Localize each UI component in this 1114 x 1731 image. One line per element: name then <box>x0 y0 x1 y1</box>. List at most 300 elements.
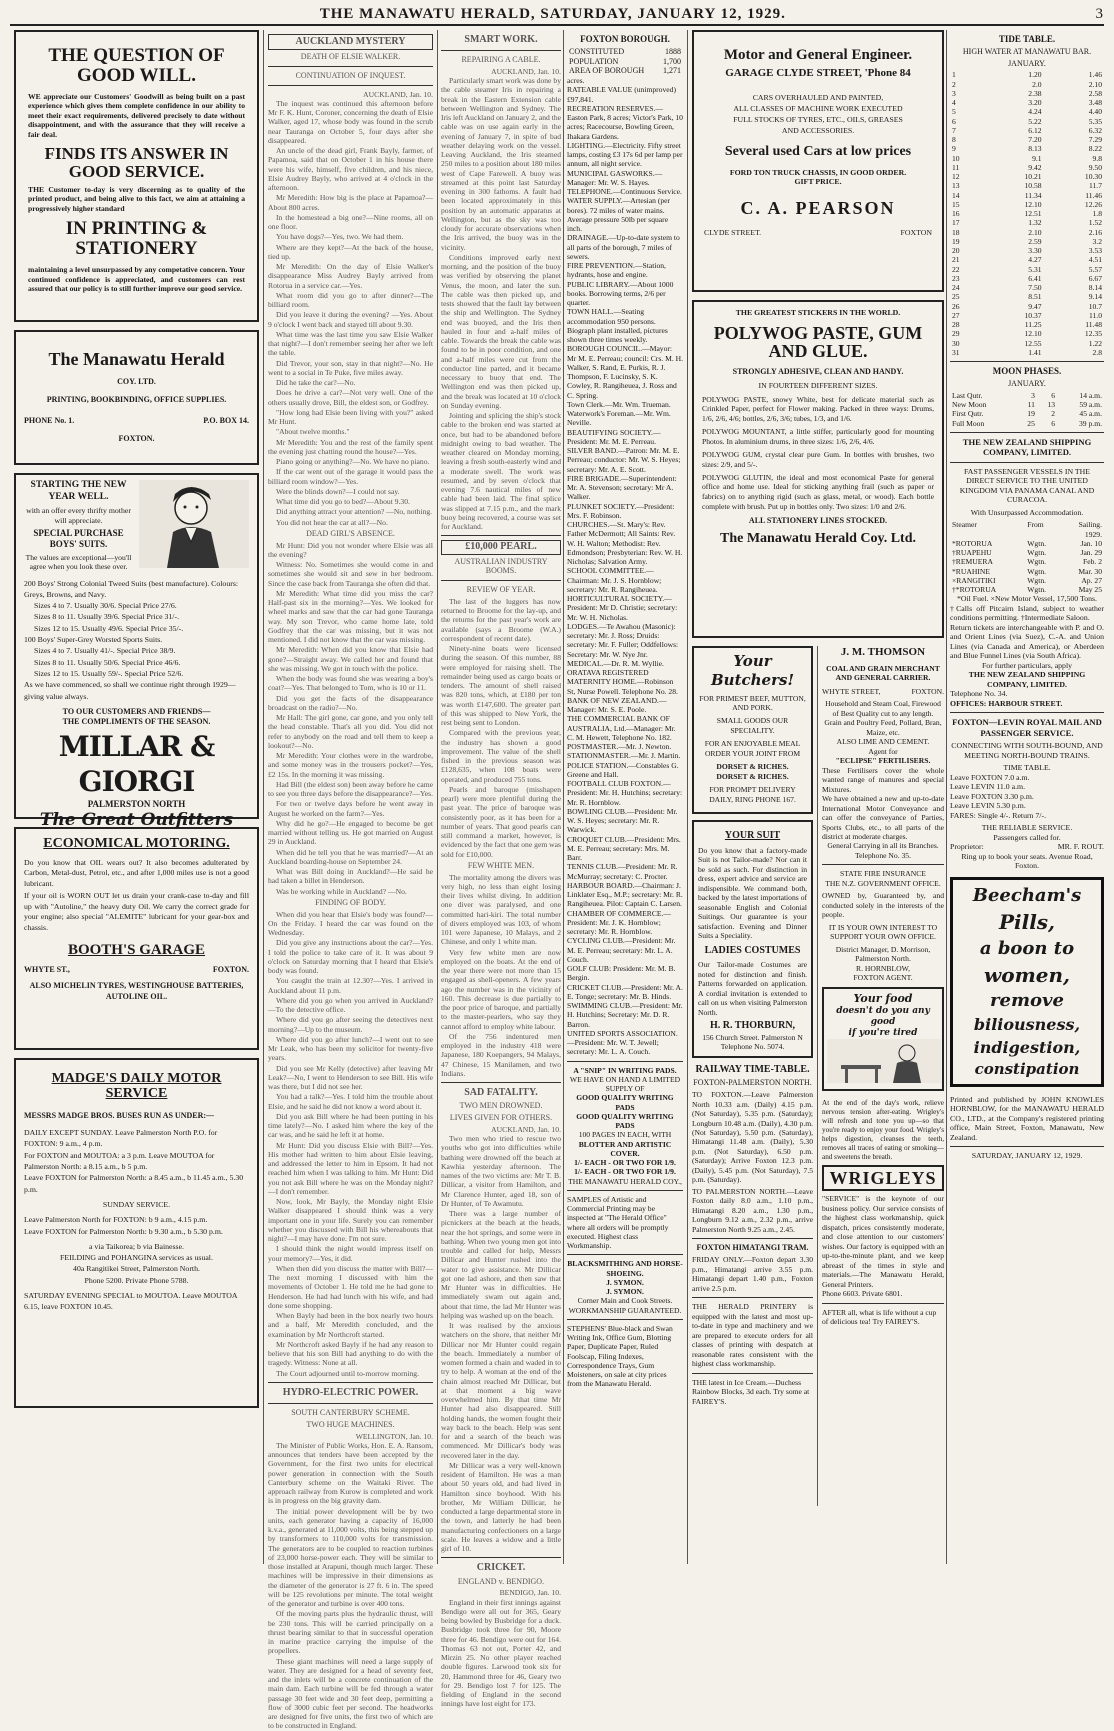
table-cell: 5.57 <box>1088 264 1102 274</box>
footer-date: SATURDAY, JANUARY 12, 1929. <box>971 1151 1083 1161</box>
table-cell: 1.8 <box>1092 209 1102 219</box>
column-rule <box>437 30 438 1564</box>
ad-line: SMALL GOODS OUR SPECIALITY. <box>716 716 789 735</box>
column-4-left <box>692 646 813 1506</box>
article-subheading: REVIEW OF YEAR. <box>466 585 536 595</box>
ship-text: Return tickets are interchangeable with P. and O. and Orient Lines (via Suez), C.-A. and Union Lines (via Canada and America), or Aberdeen and Blue Funnel Lines (via South Africa). <box>950 622 1104 661</box>
table-row <box>950 107 1104 116</box>
ad-subheading: MESSRS MADGE BROS. BUSES RUN AS UNDER:— <box>24 1111 215 1121</box>
garage-name: BOOTH'S GARAGE <box>67 942 206 959</box>
company-name: The Manawatu Herald <box>48 349 225 369</box>
ad-line: IN FOURTEEN DIFFERENT SIZES. <box>758 381 878 391</box>
table-cell: 12 <box>952 172 960 182</box>
ad-line: J. SYMON. <box>606 1287 644 1297</box>
ad-line: DORSET & RICHES. <box>716 771 789 781</box>
ship-note: *Oil Fuel. ×New Motor Vessel, 17,500 Tons. <box>956 594 1097 604</box>
table-cell: May 25 <box>1078 585 1102 595</box>
paragraph: Mr Meredith: On the day of Elsie Walker's disappearance Miss Audrey Bayly arrived from Rotorua in a service car.—Yes. <box>268 262 433 290</box>
ad-line: 100 PAGES IN EACH, WITH <box>578 1130 672 1140</box>
table-cell: 12.55 <box>1024 338 1042 348</box>
borough-line: PUBLIC LIBRARY.—About 1000 books. Borrowing terms, 2/6 per quarter. <box>567 279 674 308</box>
table-row <box>950 292 1104 301</box>
imprint: Printed and published by JOHN KNOWLES HORNBLOW, for the MANAWATU HERALD CO., LTD., at the Company's registered printing office, Main Street, Foxton, Manawatu, New Zealand. <box>950 1094 1104 1142</box>
ad-heading: MADGE'S DAILY MOTOR SERVICE <box>51 1071 222 1101</box>
article-heading: AUCKLAND MYSTERY <box>268 34 433 50</box>
paragraph: Conditions improved early next morning, and the position of the buoy was verified by observing the planet Venus, the moon, and later the sun. The cable was then picked up, and tests showed that the fault lay between the ship and Wellington. The Sydney end was buoyed, and the Iris then hauled in four and a-half miles of cable. Towards the break the cable was found to be in poor condition, and one and a-half miles were cut from the conductor line parted, and it became necessary to buoy that end. The Wellington end was then picked up, and the break was located at 10 o'clock on Sunday evening. <box>441 252 561 410</box>
table-cell: 13 <box>952 181 960 191</box>
table-cell: 7.20 <box>1028 135 1042 145</box>
levin-line: Leave FOXTON 7.0 a.m. <box>950 772 1030 782</box>
paragraph: Mr Meredith: Your clothes were in the wardrobe, and some money was in the trousers pocket?—Yes, £2 15s. In the morning it was missing. <box>268 751 433 779</box>
table-cell: 10.7 <box>1088 301 1102 311</box>
table-row <box>950 548 1104 557</box>
table-row <box>950 567 1104 576</box>
table-cell: 31 <box>952 347 960 357</box>
table-cell: 9.14 <box>1088 292 1102 302</box>
table-cell: 5.31 <box>1028 264 1042 274</box>
tide-month: JANUARY. <box>1008 58 1046 68</box>
cell: AREA OF BOROUGH <box>569 66 645 76</box>
ad-town: FOXTON. <box>911 686 944 696</box>
company-name: The Manawatu Herald Coy. Ltd. <box>719 530 916 546</box>
table-cell <box>1025 530 1061 539</box>
paragraph: When the body was found she was wearing a boy's coat?—Yes. That belonged to Tom, who is 10 or 11. <box>268 674 433 693</box>
table-cell: 8.51 <box>1028 292 1042 302</box>
borough-line: THE COMMERCIAL BANK OF AUSTRALIA, Ltd.—Manager: Mr. C. M. Hewett, Telephone No. 182. <box>567 714 676 742</box>
paragraph: Witness: No. Sometimes she would come in and sometimes she would sit and sew in her bedroom. Since the case back from Tauranga she often did that. <box>268 560 433 588</box>
table-cell: 11 <box>1027 400 1035 410</box>
borough-line: GOLF CLUB: President: Mr. M. B. Bergin. <box>567 964 676 983</box>
table-cell: 1.46 <box>1088 70 1102 80</box>
table-cell: 1.41 <box>1028 347 1042 357</box>
suit-line: Sizes 4 to 7. Usually 41/-. Special Price 38/9. <box>34 646 176 656</box>
table-cell: 28 <box>952 320 960 330</box>
paragraph: These giant machines will need a large supply of water. They are designed for a head of seventy feet, and the inlets will be a concrete continuation of the main dam. Each turbine will be fed through a water passage 30 feet wide and 30 feet deep, permitting a flow of 3000 cubic feet per second. The headworks are designed for five units, the first two of which are to be constructed in England. <box>268 1656 433 1731</box>
service-line: Phone 5200. Private Phone 5788. <box>84 1275 189 1285</box>
article-subheading: TWO MEN DROWNED. <box>459 1101 543 1111</box>
borough-line: BANK OF NEW ZEALAND.—Manager: Mr. S. E. Poole. <box>567 695 667 715</box>
paragraph: Mr Meredith: You and the rest of the family spent the evening just chatting round the house?—Yes. <box>268 437 433 456</box>
table-cell: 39 p.m. <box>1079 418 1102 428</box>
paragraph: The Minister of Public Works, Hon. E. A. Ransom, announces that tenders have been accepted by the Government, for the first two units for electrical power generation in connection with the South Canterbury scheme on the Waitaki River. The approach railway from Kurow is completed and work is in progress on the big gravity dam. <box>268 1440 433 1506</box>
ad-text: These Fertilisers cover the whole wanted range of manures and special Mixtures. <box>822 765 944 794</box>
table-cell: 9 <box>952 144 956 154</box>
ad-heading: J. M. THOMSON <box>840 646 926 658</box>
borough-line: HARBOUR BOARD.—Chairman: J. Linklater Esq., M.P.; secretary: Mr. R. Rangiheuea. Pilot: Captain C. Larsen. <box>567 880 683 909</box>
table-cell: Wgtn. <box>1027 548 1047 558</box>
ad-text: THE Customer to-day is very discerning as to quality of the printed product, and being alive to this fact, we aim at attaining a progressively higher standard <box>28 184 245 213</box>
table-cell: 5 <box>952 107 956 117</box>
wrigleys-text: At the end of the day's work, relieve nervous tension after-eating. Wrigley's will refresh and tone you up—so that you're ready to enjoy your food. Wrigley's helps digestion, cleanses the teeth, removes all traces of eating or smoking—and sweetens the breath. <box>822 1098 944 1161</box>
table-cell: 5.35 <box>1088 116 1102 126</box>
fire-insurance-ad <box>822 869 944 982</box>
paragraph: Did you get the facts of the disappearance broadcast on the radio?—No. <box>268 693 433 712</box>
ad-line: Grain and Poultry Feed, Pollard, Bran, Maize, etc. <box>824 718 942 737</box>
table-row <box>950 348 1104 357</box>
table-cell: †RUAPEHU <box>952 548 992 558</box>
paragraph: Were the blinds down?—I could not say. <box>276 486 400 496</box>
borough-line: BEAUTIFYING SOCIETY.—President: Mr. M. E. Perreau. <box>567 427 661 446</box>
table-row <box>950 70 1104 79</box>
borough-line: BOROUGH COUNCIL.—Mayor: Mr M. E. Perreau; council: Crs. M. H. Walker, S. Rand, E. Purkis, R. J. Thompson, F. Lucinsky, S. K. Cowley, R. Rangiheuea, J. Ross and C. Spring. <box>567 344 683 400</box>
table-row <box>950 274 1104 283</box>
ad-heading: Your food <box>853 991 913 1005</box>
table-cell: 4.51 <box>1088 255 1102 265</box>
borough-line: RECREATION RESERVES.—Easton Park, 8 acres; Victor's Park, 10 acres; Racecourse, Bowling Green, Ihakara Gardens. <box>567 103 683 141</box>
ad-heading: GARAGE CLYDE STREET, 'Phone 84 <box>725 66 911 79</box>
pearson-garage-ad <box>692 30 944 292</box>
table-cell: 14 <box>952 190 960 200</box>
table-cell: From <box>1027 520 1044 530</box>
borough-line: SWIMMING CLUB.—President: Mr. H. Hutchins; Secretary: Mr. D. R. Barron. <box>567 1001 683 1029</box>
article-heading: £10,000 PEARL. <box>441 540 561 554</box>
table-cell: 22 <box>952 264 960 274</box>
table-cell: †*ROTORUA <box>952 585 997 595</box>
service-line: For FOXTON and MOUTOA: a 3 p.m. Leave MOUTOA for Palmerston North: a 8.15 a.m., b 5 p.m. <box>24 1150 215 1172</box>
dateline: WELLINGTON, Jan. 10. <box>355 1431 433 1441</box>
table-cell: 6.32 <box>1088 125 1102 135</box>
table-cell: 2.59 <box>1028 236 1042 246</box>
ad-text: maintaining a level unsurpassed by any competative concern. Your continued confidence is appreciated, and customers can rest assured that our policy is to still further improve our good service. <box>28 265 245 294</box>
ad-line: FOXTON AGENT. <box>853 973 913 983</box>
ad-line: AND ACCESSORIES. <box>781 126 855 136</box>
column-rule <box>687 30 688 1564</box>
service-line: Leave Palmerston North for FOXTON: b 9 a.m., 4.15 p.m. <box>24 1215 208 1225</box>
paragraph: Jointing and splicing the ship's stock cable to the broken end was started at once, but had to be abandoned before midnight owing to bad weather. The weather cleared on Monday morning, leaving a fresh south-easterly wind and a moderate swell. The work was resumed, and by seven o'clock that evening 7.6 nautical miles of new cable had been laid. The final splice was slipped at 7.15 p.m., and the mark buoy being recovered, a course was set for Auckland. <box>441 411 561 532</box>
cell: 1,700 <box>663 56 681 66</box>
ad-text: POLYWOG GUM, crystal clear pure Gum. In bottles with brushes, two sizes: 2/9, and 5/-. <box>702 449 934 469</box>
table-cell: First Qutr. <box>952 409 984 419</box>
table-cell: 2.16 <box>1088 227 1102 237</box>
millar-logo <box>24 730 249 830</box>
paragraph: The last of the luggers has now returned to Broome for the lay-up, and the returns for the past year's work are available (says a Broome (W.A.) correspondent of recent date). <box>441 596 561 643</box>
garage-also: ALSO MICHELIN TYRES, WESTINGHOUSE BATTERIES, AUTOLINE OIL. <box>29 980 244 1001</box>
paragraph: Where are they kept?—At the back of the house, tied up. <box>268 242 433 261</box>
company-name: H. R. THORBURN, <box>709 1020 796 1032</box>
table-cell: 8.22 <box>1088 144 1102 154</box>
paragraph: Mr Hunt: Did you not wonder where Elsie was all the evening? <box>268 540 433 559</box>
levin-text: MR. F. ROUT. <box>1057 842 1104 852</box>
paragraph: England in their first innings against Bendigo were all out for 365, Geary being bowled by Busbridge for a duck. Busbridge took three for 90, Moore three for 46. Bendigo were out for 164. Thomas 63 not out, Porter 42, and Mirzin 25. No other player reached double figures. Larwood took six for 20, Hammond three for 46, Geary two for 29. Bendigo lost 7 for 125. The fielding of England in the second innings have lost eight for 173. <box>441 1597 561 1709</box>
table-cell: 4.40 <box>1088 107 1102 117</box>
paragraph: When did you hear that Elsie's body was found?—On the Friday. I heard the car was found on the Wednesday. <box>268 909 433 938</box>
cell: CONSTITUTED <box>569 46 625 56</box>
table-row <box>950 283 1104 292</box>
borough-line: CYCLING CLUB.—President: Mr. M. E. Perreau; secretary: Mr. L. A. Couch. <box>567 936 676 964</box>
table-cell: 11 <box>952 162 960 172</box>
paragraph: There was a large number of picnickers at the beach at the heads, near the hot springs, and some were in bathing. When two young men got into trouble and called for help, Messrs Dillicar and Hunter rushed into the water to give assistance. Mr Dillicar got one lad ashore, and then saw that Mr Hunter was in difficulties. He immediately swam out again and, about that time, the lad Mr Hunter was helping was washed up on the beach. <box>441 1209 561 1320</box>
suit-line: Sizes 8 to 11. Usually 50/6. Special Price 46/6. <box>34 657 181 667</box>
railway-subheading: FOXTON-PALMERSTON NORTH. <box>693 1078 812 1088</box>
table-cell: Feb. 2 <box>1083 557 1102 567</box>
ad-street: WHYTE STREET, <box>822 686 881 696</box>
article-subheading: ENGLAND v. BENDIGO. <box>457 1576 545 1586</box>
ad-line: "ECLIPSE" FERTILISERS. <box>835 756 931 766</box>
paragraph: Did Trevor, your son, stay in that night?—No. He went to a social in Te Puke, five miles away. <box>268 358 433 377</box>
levin-heading: FOXTON—LEVIN ROYAL MAIL AND PASSENGER SERVICE. <box>952 717 1102 738</box>
table-row <box>567 47 683 57</box>
table-cell: 6 <box>1051 418 1056 428</box>
table-cell: 6 <box>952 116 956 126</box>
table-row <box>950 576 1104 585</box>
tide-heading: TIDE TABLE. <box>998 34 1056 44</box>
garage-street: WHYTE ST., <box>24 965 70 975</box>
herald-company-ad <box>14 330 259 465</box>
ship-table <box>950 520 1104 594</box>
article-subheading: SOUTH CANTERBURY SCHEME. <box>291 1408 410 1418</box>
beechams-line: a boon to <box>979 937 1075 959</box>
borough-line: CROQUET CLUB.—President: Mrs. M. E. Perreau; secretary: Mrs. M. Barr. <box>567 834 681 863</box>
table-row <box>950 98 1104 107</box>
ad-heading: THE QUESTION OF GOOD WILL. <box>48 45 225 86</box>
column-3-left <box>441 30 561 1709</box>
borough-line: ORATAVA REGISTERED MATERNITY HOME.—Robinson St, Nurse Powell. Telephone No. 28. <box>567 668 678 696</box>
table-cell: 8.13 <box>1028 144 1042 154</box>
table-row <box>950 539 1104 548</box>
table-cell: Ap. 27 <box>1081 575 1102 585</box>
table-cell: 9.1 <box>1032 153 1042 163</box>
madge-motor-ad <box>14 1058 259 1408</box>
ad-text: The values are exceptional—you'll agree when you look these over. <box>25 553 132 572</box>
stephens-ad: STEPHENS' Blue-black and Swan Writing Ink, Office Gum, Blotting Paper, Duplicate Paper, Ruled Foolscap, Filing Indexes, Correspondence Trays, Gum Moisteners, on sale at city prices from the Manawatu Herald. <box>567 1323 673 1389</box>
table-cell: 19 <box>952 236 960 246</box>
table-cell: 11.7 <box>1088 181 1102 191</box>
ad-text: Do you know that a factory-made Suit is not Tailor-made? Nor can it be sold as such. For distinction in dress, expert advice and service are indispensible. We command both, backed by the latest importations of seasonable English and Colonial Suitings. Our guarantee is your satisfaction. Evening and Dinner Suits a Speciality. <box>698 845 808 941</box>
table-cell: 30 <box>952 338 960 348</box>
ad-heading: Several used Cars at low prices <box>724 143 912 159</box>
railway-subheading: FOXTON HIMATANGI TRAM. <box>696 1243 809 1253</box>
borough-line: Town Clerk.—Mr. Wm. Trueman. <box>567 399 671 409</box>
beechams-line: biliousness, <box>973 1015 1081 1035</box>
table-cell: 3.2 <box>1092 236 1102 246</box>
ad-line: FOR PRIMEST BEEF, MUTTON, AND PORK. <box>699 693 806 712</box>
paragraph: Did anything attract your attention? —No, nothing. <box>276 507 433 517</box>
paragraph: An uncle of the dead girl, Frank Bayly, farmer, of Papamoa, said that on October 1 in his house there were his wife, himself, five children, and his niece, Elsie Audrey Bayly, who arrived at 4 o'clock in the afternoon. <box>268 146 433 193</box>
table-cell: 2.0 <box>1032 79 1042 89</box>
paragraph: Mr Meredith: When did you know that Elsie had gone?—Straight away. We called her and found that she was missing. We got in touch with the police. <box>268 645 433 673</box>
table-cell: 1929. <box>1084 529 1102 539</box>
borough-heading: FOXTON BOROUGH. <box>580 34 670 44</box>
article-subheading: LIVES GIVEN FOR OTHERS. <box>449 1113 553 1123</box>
table-cell: 2.58 <box>1088 88 1102 98</box>
table-row <box>567 66 683 76</box>
paragraph: Mr Meredith: How big is the place at Papamoa?—About 800 acres. <box>268 193 433 212</box>
table-cell: Wgtn. <box>1027 538 1047 548</box>
ad-heading: LADIES COSTUMES <box>704 944 801 956</box>
table-cell: 11.25 <box>1024 320 1042 330</box>
ad-heading: YOUR SUIT <box>724 830 781 842</box>
table-cell: New Moon <box>952 400 987 410</box>
polywog-ad <box>692 300 944 638</box>
table-cell: 16 <box>952 209 960 219</box>
table-cell: 10.37 <box>1024 310 1042 320</box>
table-cell: 7.50 <box>1028 283 1042 293</box>
ad-line: BLOTTER AND ARTISTIC COVER. <box>578 1139 672 1158</box>
paragraph: "About twelve months." <box>276 427 350 437</box>
service-line: 40a Rangitikei Street, Palmerston North. <box>73 1264 200 1274</box>
paragraph: Did you ask Bill where he had been putting in his time lately?—No. I asked him where the key of the car was, and he said he left it at home. <box>268 1111 433 1140</box>
table-cell: 8.14 <box>1088 283 1102 293</box>
ship-text: †Calls off Pitcairn Island, subject to weather conditions permitting. †Intermediate Saloon. <box>950 603 1104 623</box>
ad-text: POLYWOG GLUTIN, the ideal and most economical Paste for general office and home use. Ideal for sticking anything frail (such as paper or fabrics) on to anything rigid (such as glass, metal, or wood). Each bottle complete with brush. Put up in bottles only. Two sizes: 1/0 and 2/6. <box>702 472 934 512</box>
table-cell: 1.32 <box>1028 218 1042 228</box>
ad-heading: FINDS ITS ANSWER IN GOOD SERVICE. <box>44 144 229 182</box>
paragraph: Very few white men are now employed on the boats. At the end of the year there were not more than 15 engaged as shell-openers. A few years ago the number was in the vicinity of 160. This decrease is due partially to the poor price of baroque, and partially to the master-pearlers, who say they cannot afford to employ white labour. <box>441 947 561 1031</box>
table-cell: 2 <box>952 79 956 89</box>
article-heading: SMART WORK. <box>464 34 538 45</box>
ad-line: R. HORNBLOW, <box>856 963 910 973</box>
table-cell: 2.38 <box>1028 88 1042 98</box>
ad-line: THE MANAWATU HERALD COY., <box>568 1176 682 1186</box>
table-row <box>950 126 1104 135</box>
ad-heading: IN PRINTING & STATIONERY <box>65 218 208 260</box>
millar-giorgi-ad <box>14 473 259 830</box>
dateline: BENDIGO, Jan. 10. <box>499 1588 561 1598</box>
levin-line: FARES: Single 4/-. Return 7/-. <box>950 810 1047 820</box>
table-row <box>950 154 1104 163</box>
greeting: THE COMPLIMENTS OF THE SEASON. <box>62 716 211 726</box>
paragraph: The Court adjourned until to-morrow morning. <box>276 1368 419 1378</box>
table-cell: 2.10 <box>1088 79 1102 89</box>
ad-line: GOOD QUALITY WRITING PADS <box>576 1093 674 1112</box>
ad-line: 1/- EACH - OR TWO FOR 1/9. <box>574 1158 676 1168</box>
table-row <box>950 302 1104 311</box>
service-line: FEILDING and POHANGINA services as usual. <box>60 1253 213 1263</box>
table-cell: Jan. 29 <box>1080 548 1102 558</box>
table-cell: 10.21 <box>1024 172 1042 182</box>
table-cell: Jan. 10 <box>1080 538 1102 548</box>
ad-line: 1/- EACH - OR TWO FOR 1/9. <box>574 1167 676 1177</box>
paragraph: Mr Dillicar was a very well-known resident of Hamilton. He was a man about 50 years old, and had lived in Hamilton since boyhood. With his brother, Mr William Dillicar, he conducted a large departmental store in the town, and latterly he had been manufacturing confectioners on a large scale. He leaves a widow and a little girl of 10. <box>441 1460 561 1554</box>
table-cell: †REMUERA <box>952 557 993 567</box>
table-cell: 3.20 <box>1028 98 1042 108</box>
paragraph: "How long had Elsie been living with you?" asked Mr Hunt. <box>268 407 433 427</box>
table-row <box>950 419 1104 428</box>
ad-line: THE GREATEST STICKERS IN THE WORLD. <box>735 308 901 317</box>
ad-heading: Your Butchers! <box>711 652 795 689</box>
ship-text: With Unsurpassed Accommodation. <box>970 507 1084 517</box>
ad-line: DORSET & RICHES. <box>716 762 789 772</box>
dateline: AUCKLAND, Jan. 10. <box>363 89 433 99</box>
logo-sub: PALMERSTON NORTH <box>87 798 186 809</box>
paragraph: The initial power development will be by two units, each generator having a capacity of 16,000 k.v.a., generated at 11,000 volts, this being stepped up by transformers to 110,000 volts for transmission. The generators are to be coupled to reaction turbines of 23,000 horse-power each. They will be similar to those installed at Arapuni, though much larger. These machines will be impressive in their dimensions as the diameter of the generator is 27 ft. 6 in. The speed will be 125 revolutions per minute. The total weight of the generator and turbine is over 400 tons. <box>268 1506 433 1609</box>
borough-line: STATIONMASTER.—Mr. J. Martin. <box>567 751 681 761</box>
beechams-line: Beecham's <box>972 885 1082 907</box>
table-cell: 3 <box>952 88 956 98</box>
article-subheading: AUSTRALIAN INDUSTRY BOOMS. <box>454 556 548 576</box>
dateline: AUCKLAND, Jan. 10. <box>491 1124 561 1134</box>
table-row <box>950 339 1104 348</box>
moon-table <box>950 391 1104 428</box>
table-cell: Sailing. <box>1078 520 1102 530</box>
samples-ad: SAMPLES of Artistic and Commercial Printing may be inspected at "The Herald Office" where all orders will be promptly executed. Highest class Workmanship. <box>567 1194 669 1251</box>
ad-line: FOR AN ENJOYABLE MEAL ORDER YOUR JOINT FROM <box>704 739 801 758</box>
table-row <box>950 246 1104 255</box>
table-cell: 5.22 <box>1028 116 1042 126</box>
herald-printery-ad: THE HERALD PRINTERY is equipped with the latest and most up-to-date in type and machinery and we are prepared to execute orders for all classes of printing with despatch at reasonable rates consistent with the highest class workmanship. <box>692 1302 814 1369</box>
service-heading: SUNDAY SERVICE. <box>102 1199 171 1209</box>
suit-line: Sizes 12 to 15. Usually 59/-. Special Price 52/6. <box>34 668 184 678</box>
table-cell: 1 <box>952 70 956 80</box>
table-cell: Wgtn. <box>1027 566 1047 576</box>
thomson-ad <box>822 646 944 860</box>
booths-garage-ad <box>14 827 259 1050</box>
table-cell: 17 <box>952 218 960 228</box>
borough-line: LIGHTING.—Electricity. Fifty street lamps, costing £3 17s 6d per lamp per annum, all night service. <box>567 140 683 169</box>
table-cell: Full Moon <box>952 418 985 428</box>
table-row <box>567 57 683 67</box>
phone-line: Phone 6603. Private 6801. <box>822 1289 903 1299</box>
paragraph: You had a talk?—Yes. I told him the trouble about Elsie, and he said he did not know a word about it. <box>268 1092 433 1111</box>
cell: 1,271 <box>663 66 681 76</box>
table-cell: 15 <box>952 199 960 209</box>
paragraph: Where did you go when you arrived in Auckland?—To the detective office. <box>268 995 433 1015</box>
service-line: SATURDAY EVENING SPECIAL to MOUTOA. Leave MOUTOA 6.15, leave FOXTON 10.45. <box>24 1290 238 1312</box>
dateline: AUCKLAND, Jan. 10. <box>491 66 561 76</box>
service-line: Leave FOXTON for Palmerston North: a 8.45 a.m., b 11.45 a.m., 5.30 p.m. <box>24 1173 244 1194</box>
table-cell: ×RANGITIKI <box>952 575 996 585</box>
company-services: PRINTING, BOOKBINDING, OFFICE SUPPLIES. <box>46 394 227 404</box>
table-cell: Wgtn. <box>1027 585 1047 595</box>
table-cell: 11.0 <box>1088 310 1102 320</box>
paragraph: Mr Northcroft asked Bayly if he had any reason to believe that his son Bill had anything to do with the tragedy. Witness: None at all. <box>268 1339 433 1368</box>
ad-text: WE appreciate our Customers' Goodwill as being built on a past experience which gives them complete confidence in our ability to meet their exact requirements, delivered precisely to date without disappointment, and with the assurance that they will receive a fair deal. <box>28 91 245 139</box>
thorburn-ad <box>692 820 813 1057</box>
table-cell: 12.51 <box>1024 209 1042 219</box>
table-row <box>950 163 1104 172</box>
table-row <box>950 200 1104 209</box>
logo-text: MILLAR & GIORGI <box>58 730 215 798</box>
greeting: TO OUR CUSTOMERS AND FRIENDS— <box>62 706 211 716</box>
paragraph: When did he tell you that he was married?—At an Auckland boarding-house on September 24. <box>268 847 433 866</box>
levin-text: Proprietor: <box>950 842 984 852</box>
table-cell: 2.10 <box>1028 227 1042 237</box>
wrigleys-logo: WRIGLEYS <box>822 1165 944 1192</box>
article-heading: HYDRO-ELECTRIC POWER. <box>282 1386 419 1398</box>
table-cell: 9.8 <box>1092 153 1102 163</box>
table-cell: 25 <box>1027 418 1035 428</box>
table-row <box>950 80 1104 89</box>
railway-heading: RAILWAY TIME-TABLE. <box>695 1063 810 1075</box>
levin-line: Leave LEVIN 11.0 a.m. <box>950 782 1026 792</box>
butchers-ad <box>692 646 813 814</box>
table-cell: 27 <box>952 310 960 320</box>
railway-text: FRIDAY ONLY.—Foxton depart 3.30 p.m., Himatangi arrive 3.55 p.m. Himatangi depart 1.40 p.m., Foxton arrive 2.5 p.m. <box>692 1255 814 1293</box>
tide-subheading: HIGH WATER AT MANAWATU BAR. <box>962 46 1092 56</box>
table-cell: 2 <box>1051 409 1056 419</box>
table-cell: Mar. 30 <box>1078 566 1102 576</box>
table-row <box>950 391 1104 400</box>
levin-text: Ring up to book your seats. Avenue Road, Foxton. <box>961 851 1093 871</box>
table-row <box>950 557 1104 566</box>
wrigleys-ad <box>822 987 944 1091</box>
borough-line: Waterwork's Foreman.—Mr. Wm. Neville. <box>567 409 671 428</box>
article-subheading: CONTINUATION OF INQUEST. <box>295 70 406 80</box>
paragraph: In the homestead a big one?—Nine rooms, all on one floor. <box>268 212 433 232</box>
borough-line: MUNICIPAL GASWORKS.—Manager: Mr. W. S. Hayes. <box>567 168 663 187</box>
beechams-ad <box>950 877 1104 1087</box>
paragraph: For two or twelve days before he went away in August he worked on the farm?—Yes. <box>268 799 433 818</box>
table-cell: 26 <box>952 301 960 311</box>
table-cell: 9.50 <box>1088 162 1102 172</box>
paragraph: Mr Meredith: What time did you miss the car? Half-past six in the morning?—Yes. We looked for wheel marks and saw that the car had gone Tauranga way. My son Trevor, who came home late, told Godfrey that the car was missing, but it was not mentioned. I did not know that the car was missing. <box>268 588 433 645</box>
paragraph: I should think the night would impress itself on your memory?—Yes, it did. <box>268 1244 433 1263</box>
table-cell: 24 <box>952 283 960 293</box>
moon-heading: MOON PHASES. <box>992 366 1062 377</box>
ad-text: POLYWOG MOUNTANT, a little stiffer, particularly good for mounting Photos. In aluminium drums, in three sizes: 1/6, 2/6, 4/6. <box>702 427 934 446</box>
ad-town: FOXTON <box>900 227 932 237</box>
boy-illustration <box>139 480 249 568</box>
